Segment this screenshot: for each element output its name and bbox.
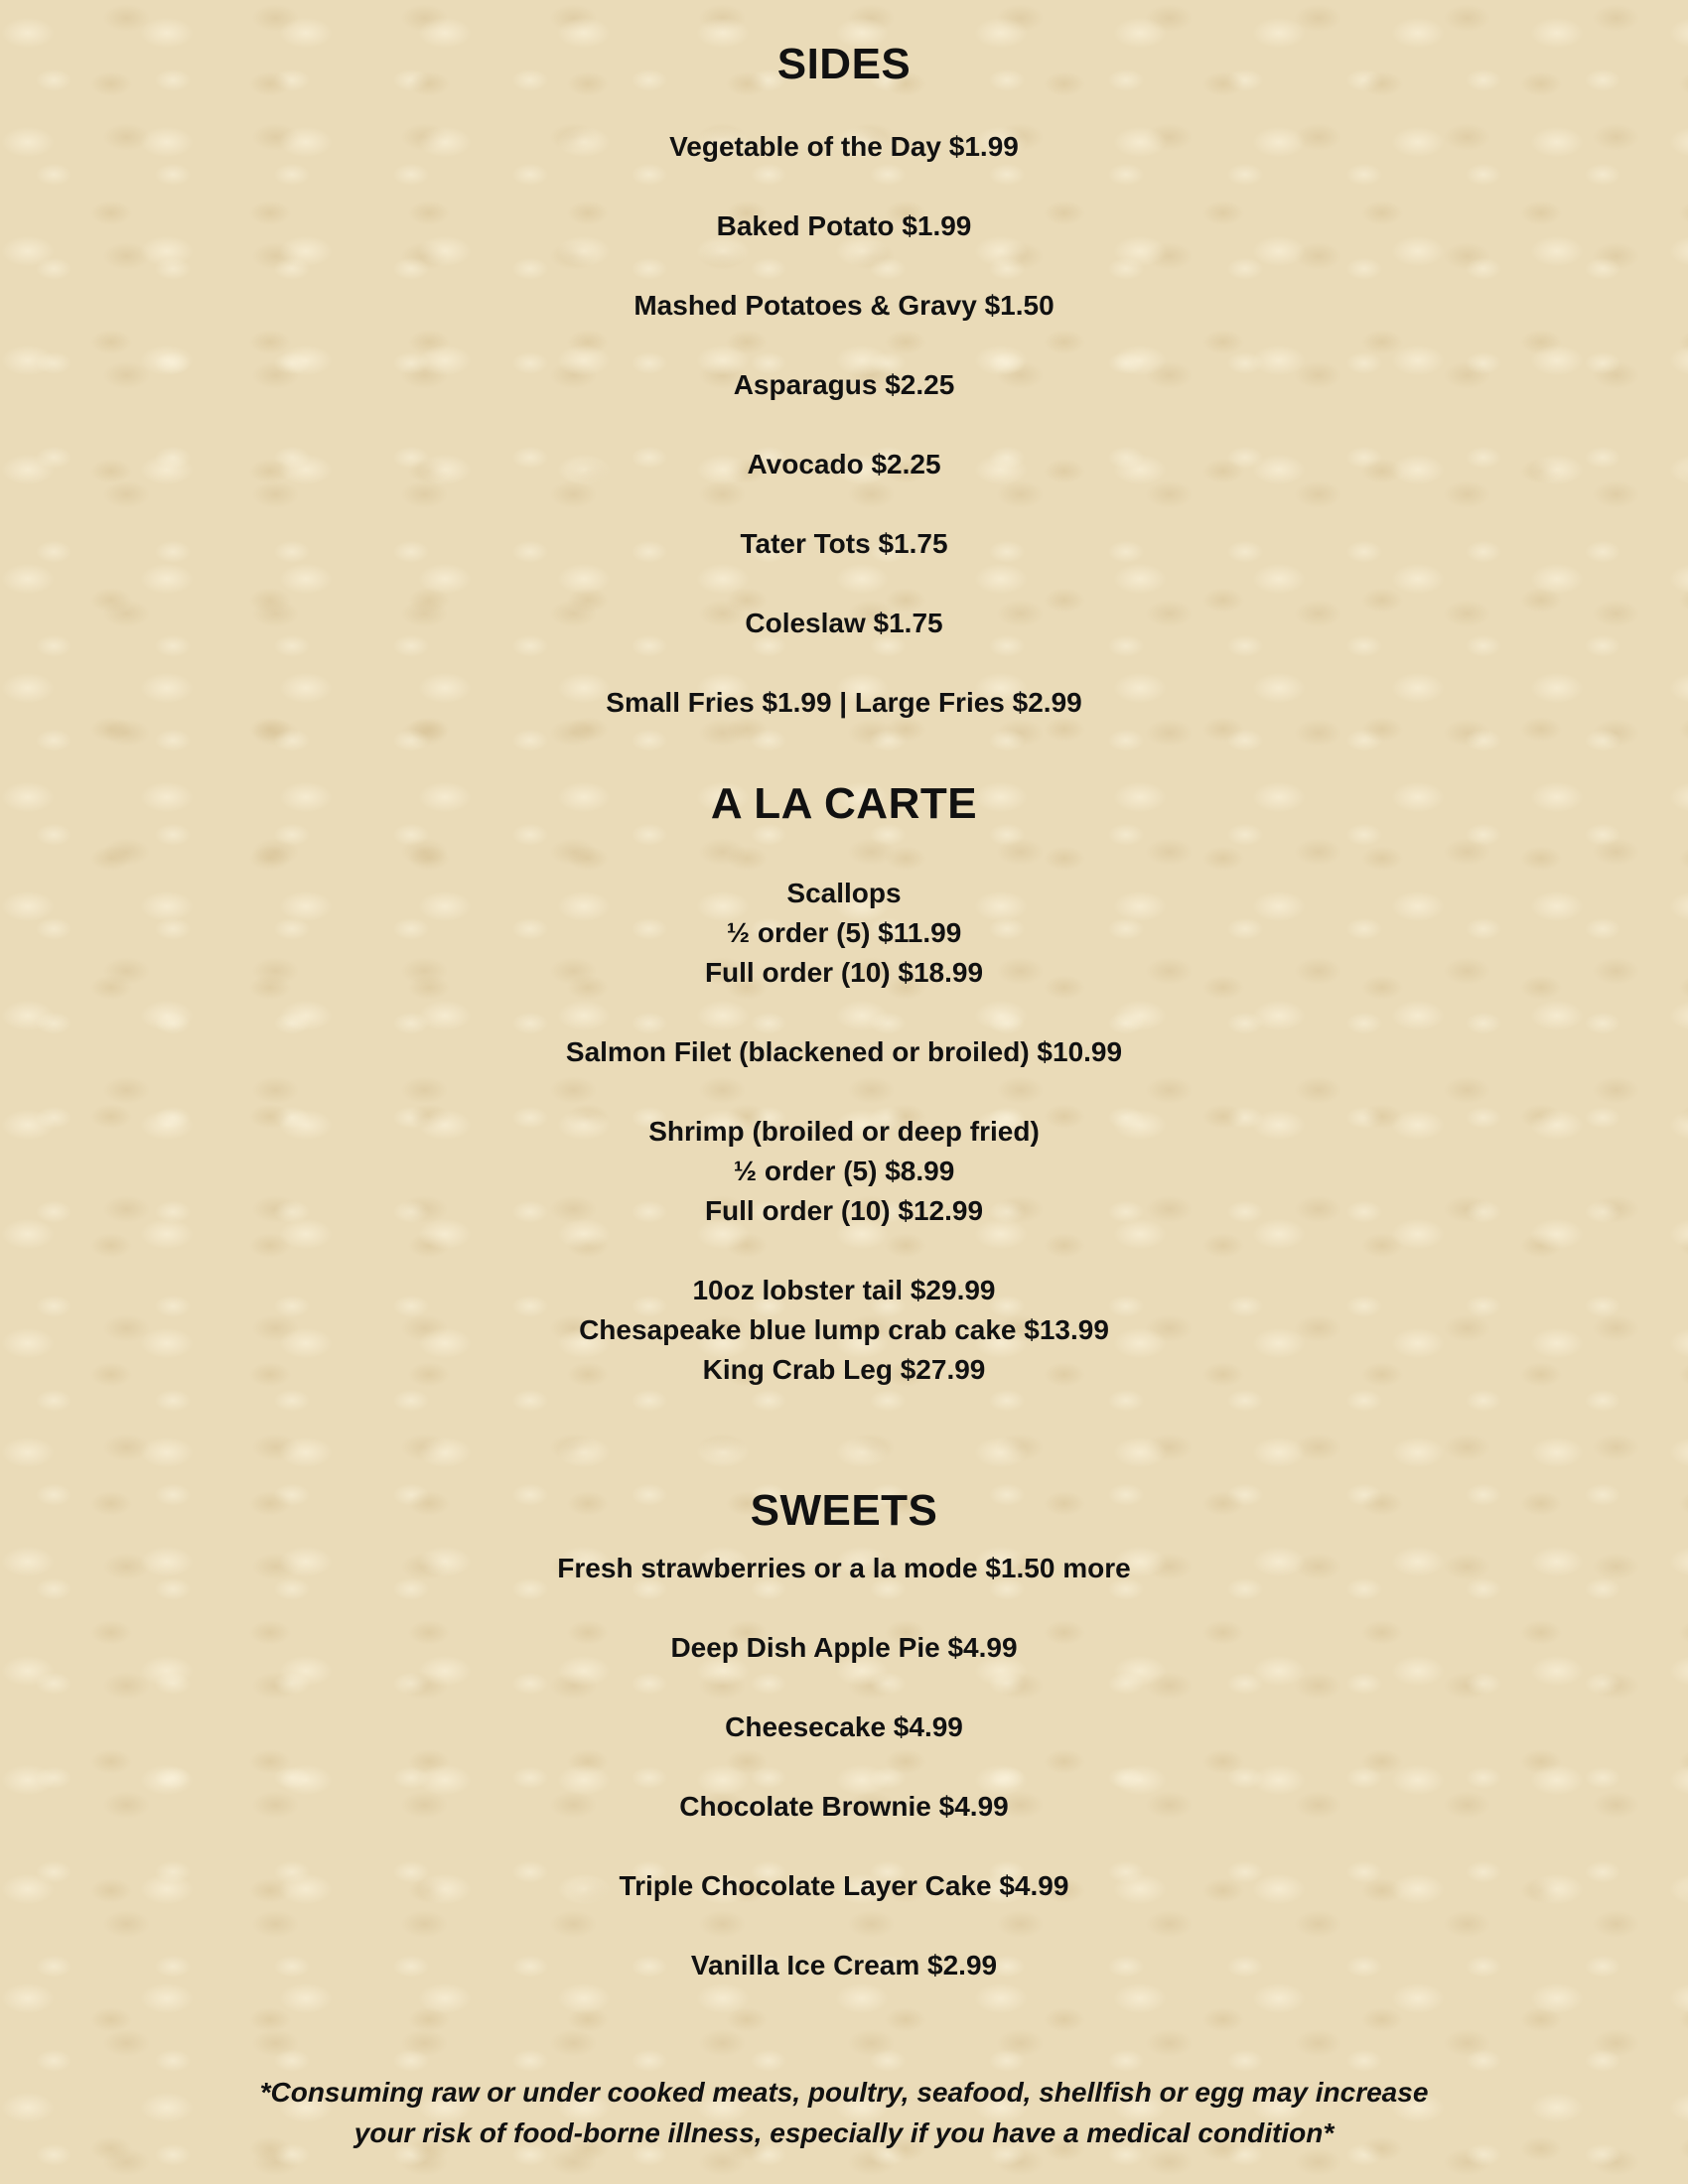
sides-item: Baked Potato $1.99 (716, 210, 972, 241)
sweets-item: Vanilla Ice Cream $2.99 (690, 1950, 998, 1980)
scallops-full-order: Full order (10) $18.99 (704, 957, 984, 988)
sides-item: Tater Tots $1.75 (740, 528, 948, 559)
shrimp-title: Shrimp (broiled or deep fried) (648, 1116, 1040, 1147)
sides-item: Vegetable of the Day $1.99 (669, 131, 1019, 162)
shrimp-half-order: ½ order (5) $8.99 (733, 1156, 955, 1186)
crab-cake-item: Chesapeake blue lump crab cake $13.99 (579, 1314, 1109, 1345)
shrimp-item (0, 1112, 1688, 1231)
sides-item: Coleslaw $1.75 (745, 608, 943, 638)
sides-item: Mashed Potatoes & Gravy $1.50 (633, 290, 1055, 321)
shrimp-full-order: Full order (10) $12.99 (704, 1195, 984, 1226)
sides-item: Asparagus $2.25 (733, 369, 955, 400)
sides-item: Avocado $2.25 (747, 449, 941, 479)
sweets-item: Deep Dish Apple Pie $4.99 (670, 1632, 1018, 1663)
salmon-item: Salmon Filet (blackened or broiled) $10.99 (565, 1036, 1123, 1067)
disclaimer-line: *Consuming raw or under cooked meats, poultry, seafood, shellfish or egg may increase (259, 2077, 1429, 2108)
a-la-carte-heading: A LA CARTE (710, 779, 978, 828)
sides-heading: SIDES (776, 40, 912, 88)
lobster-tail-item: 10oz lobster tail $29.99 (692, 1275, 996, 1305)
sweets-item: Chocolate Brownie $4.99 (679, 1791, 1009, 1822)
seafood-items (0, 1271, 1688, 1390)
disclaimer-line: your risk of food-borne illness, especially if you have a medical condition* (353, 2117, 1335, 2148)
sweets-note: Fresh strawberries or a la mode $1.50 more (557, 1553, 1131, 1583)
food-safety-disclaimer (0, 2072, 1688, 2153)
scallops-item (0, 874, 1688, 993)
scallops-half-order: ½ order (5) $11.99 (726, 917, 962, 948)
scallops-title: Scallops (786, 878, 902, 908)
sweets-heading: SWEETS (750, 1486, 938, 1535)
sweets-item: Cheesecake $4.99 (725, 1711, 963, 1742)
king-crab-leg-item: King Crab Leg $27.99 (702, 1354, 986, 1385)
sides-item: Small Fries $1.99 | Large Fries $2.99 (606, 687, 1082, 718)
sweets-item: Triple Chocolate Layer Cake $4.99 (619, 1870, 1069, 1901)
